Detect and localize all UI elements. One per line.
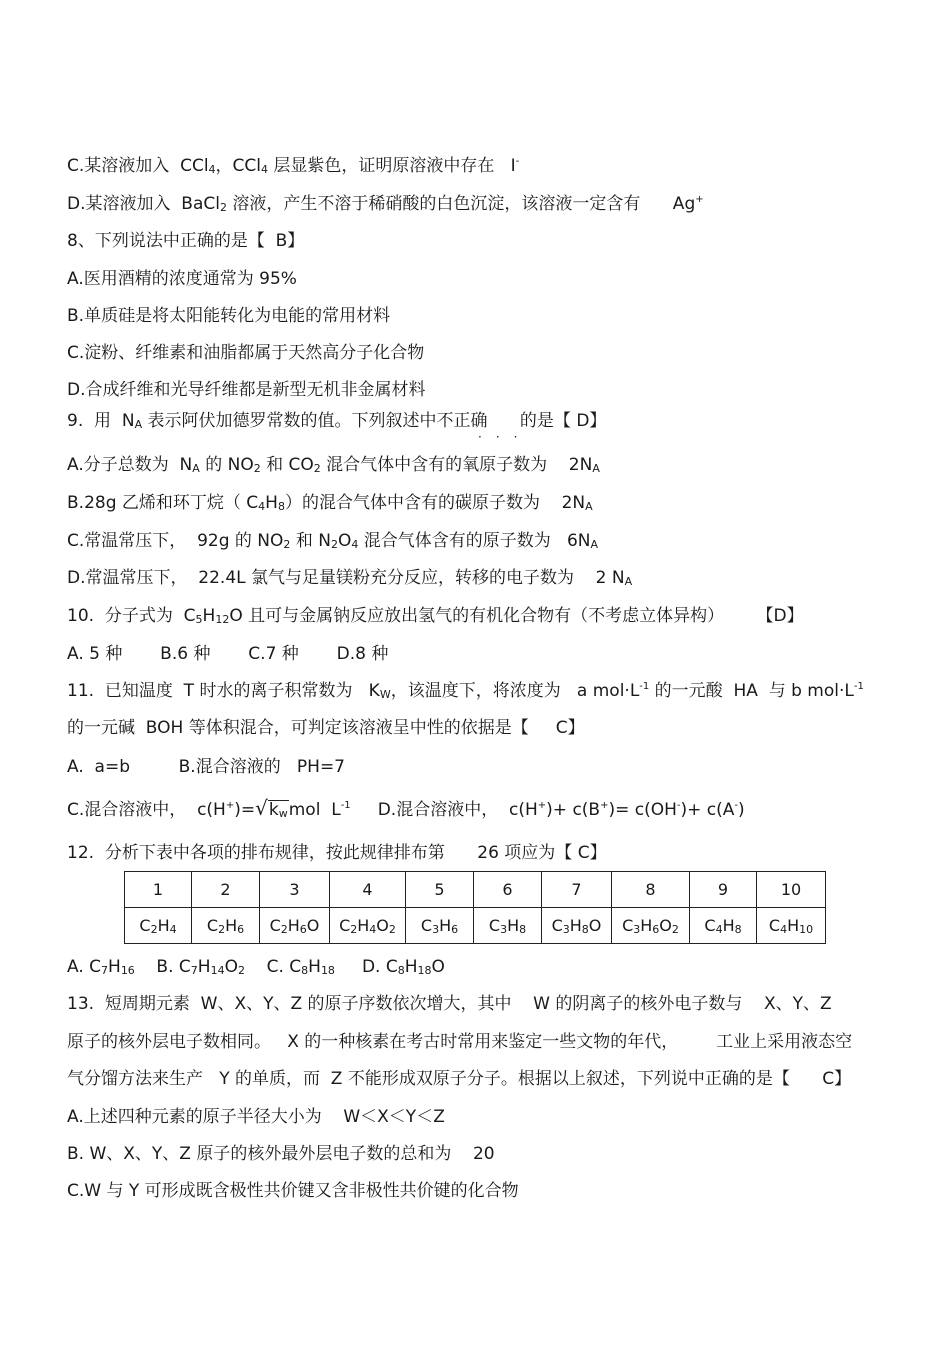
emphasis-dots: ··· (478, 430, 532, 444)
q13-option-a: A.上述四种元素的原子半径大小为 W＜X＜Y＜Z (67, 1107, 445, 1127)
q13-stem-line2: 原子的核外层电子数相同。 X 的一种核素在考古时常用来鉴定一些文物的年代， 工业上采用液态空 (67, 1032, 853, 1052)
table-cell: 2 (192, 872, 260, 908)
table-cell: $C_2H_4$ (125, 908, 192, 944)
table-cell: $C_3H_8$ (474, 908, 542, 944)
q11-stem-line1: 11. 已知温度 T 时水的离子积常数为 $K_W$，该温度下，将浓度为 a $mol\cdot L^{-1}$ 的一元酸 HA 与 b $mol\cdot L^{-1}$ (67, 681, 864, 701)
table-cell: $C_2H_4O_2$ (330, 908, 406, 944)
q13-stem-line1: 13. 短周期元素 W、X、Y、Z 的原子序数依次增大，其中 W 的阴离子的核外电子数与 X、Y、Z (67, 994, 832, 1014)
table-cell: 6 (474, 872, 542, 908)
table-cell: 7 (542, 872, 612, 908)
q10-stem: 10. 分子式为 $C_5H_{12}O$ 且可与金属钠反应放出氢气的有机化合物有（不考虑立体异构） 【D】 (67, 606, 804, 626)
q8-option-a: A.医用酒精的浓度通常为 95% (67, 269, 297, 289)
q8-option-c: C.淀粉、纤维素和油脂都属于天然高分子化合物 (67, 343, 425, 363)
table-cell: $C_2H_6O$ (260, 908, 330, 944)
q12-stem: 12. 分析下表中各项的排布规律，按此规律排布第 26 项应为【 C】 (67, 843, 607, 863)
table-cell: 1 (125, 872, 192, 908)
table-cell: 9 (690, 872, 757, 908)
q7-option-d: D.某溶液加入 BaCl$_2$ 溶液，产生不溶于稀硝酸的白色沉淀，该溶液一定含有 Ag+ (67, 194, 704, 214)
q12-options: A. $C_7H_{16}$ B. $C_7H_{14}O_2$ C. $C_8H_{18}$ D. $C_8H_{18}O$ (67, 957, 445, 977)
table-cell: 8 (612, 872, 690, 908)
table-row-formulas (125, 908, 826, 944)
q7-option-c: C.某溶液加入 CCl$_4$，CCl$_4$ 层显紫色，证明原溶液中存在 I- (67, 156, 520, 176)
table-cell: 4 (330, 872, 406, 908)
table-cell: $C_3H_8O$ (542, 908, 612, 944)
q9-stem: 9. 用 $N_A$ 表示阿伏加德罗常数的值。下列叙述中不正确 的是【 D】 (67, 411, 607, 431)
q8-option-b: B.单质硅是将太阳能转化为电能的常用材料 (67, 306, 391, 326)
table-cell: $C_2H_6$ (192, 908, 260, 944)
table-cell: 3 (260, 872, 330, 908)
table-cell: $C_4H_8$ (690, 908, 757, 944)
q10-options: A. 5 种 B.6 种 C.7 种 D.8 种 (67, 644, 389, 664)
table-cell: 5 (406, 872, 474, 908)
q13-option-b: B. W、X、Y、Z 原子的核外最外层电子数的总和为 20 (67, 1144, 495, 1164)
table-row-numbers (125, 872, 826, 908)
table-cell: 10 (757, 872, 826, 908)
q9-option-d: D.常温常压下， 22.4L 氯气与足量镁粉充分反应，转移的电子数为 2 $N_A$ (67, 568, 633, 588)
q9-option-a: A.分子总数为 $N_A$ 的 $NO_2$ 和 $CO_2$ 混合气体中含有的氧原子数为 $2N_A$ (67, 455, 600, 475)
table-cell: $C_3H_6$ (406, 908, 474, 944)
q11-options-ab: A. a=b B.混合溶液的 PH=7 (67, 757, 346, 777)
q13-stem-line3: 气分馏方法来生产 Y 的单质，而 Z 不能形成双原子分子。根据以上叙述，下列说中正确的是【 C】 (67, 1069, 852, 1089)
sequence-table (124, 871, 826, 944)
q13-option-c: C.W 与 Y 可形成既含极性共价键又含非极性共价键的化合物 (67, 1181, 519, 1201)
table-cell: $C_4H_{10}$ (757, 908, 826, 944)
table-cell: $C_3H_6O_2$ (612, 908, 690, 944)
q8-stem: 8、下列说法中正确的是【 B】 (67, 231, 305, 251)
q9-option-c: C.常温常压下， 92g 的 $NO_2$ 和 $N_2O_4$ 混合气体含有的原子数为 $6N_A$ (67, 531, 599, 551)
q11-options-cd: C.混合溶液中， $c(H^+)=√k_wmol$ $L^{-1}$ D.混合溶液中， c(H+)+ c(B+)= c(OH-)+ c(A-) (67, 796, 745, 820)
q9-option-b: B.28g 乙烯和环丁烷（ $C_4H_8$）的混合气体中含有的碳原子数为 $2N_A$ (67, 493, 593, 513)
q11-stem-line2: 的一元碱 BOH 等体积混合，可判定该溶液呈中性的依据是【 C】 (67, 718, 585, 738)
q8-option-d: D.合成纤维和光导纤维都是新型无机非金属材料 (67, 380, 426, 400)
